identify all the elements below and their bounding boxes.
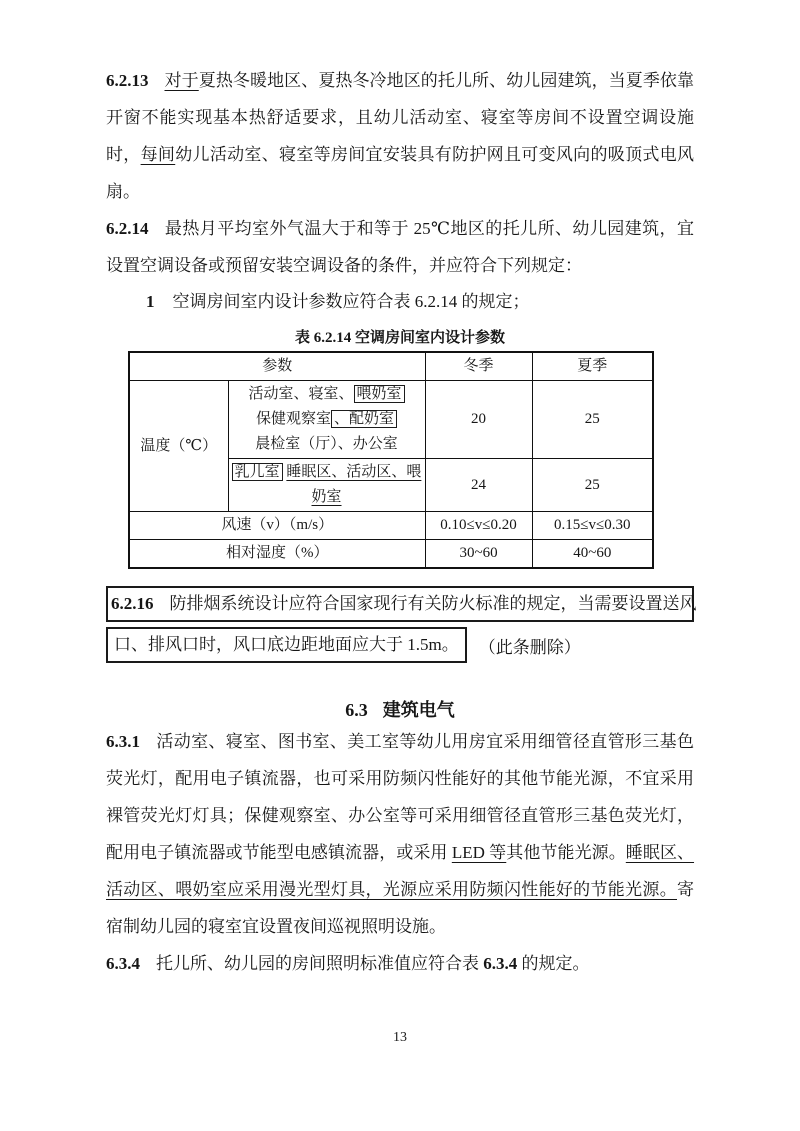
table-row <box>129 381 653 459</box>
winter-value-cell: 20 <box>425 381 532 459</box>
rooms-cell <box>228 381 425 459</box>
header-param: 参数 <box>129 352 425 381</box>
clause-text <box>106 71 694 201</box>
deleted-text-line2: 口、排风口时，风口底边距地面应大于 1.5m。 <box>106 627 467 663</box>
summer-value-cell: 40~60 <box>532 540 653 569</box>
summer-value-cell: 0.15≤v≤0.30 <box>532 512 653 540</box>
deleted-text: 防排烟系统设计应符合国家现行有关防火标准的规定，当需要设置送风 <box>169 594 697 613</box>
paragraph-6-3-4 <box>106 945 694 982</box>
text-segment: 其他节能光源。 <box>506 843 626 862</box>
clause-number: 6.3.1 <box>106 732 140 751</box>
text-segment: 夏热冬暖地区、夏热冬冷地区的托儿所、幼儿园建筑，当夏季依靠开窗不能实现基本热舒适要求，且幼儿活动室、寝室等房间不设置空调设施时， <box>106 71 695 164</box>
item-number: 1 <box>146 292 155 311</box>
clause-number: 6.2.14 <box>106 219 149 238</box>
text-segment: 的规定。 <box>517 954 590 973</box>
winter-value-cell: 30~60 <box>425 540 532 569</box>
text-segment: 、配奶室 <box>331 410 397 428</box>
text-segment: 托儿所、幼儿园的房间照明标准值应符合表 <box>156 954 484 973</box>
summer-value-cell: 25 <box>532 459 653 512</box>
wind-label-cell: 风速（v）（m/s） <box>129 512 425 540</box>
page-number: 13 <box>393 1030 407 1045</box>
text-segment: LED 等 <box>451 843 507 862</box>
table-title: 表 6.2.14 空调房间室内设计参数 <box>294 330 505 346</box>
winter-value-cell: 24 <box>425 459 532 512</box>
clause-number: 6.3.4 <box>106 954 140 973</box>
text-segment: 睡眠区、活动区、喂奶室应采用漫光型灯具，光源应采用防频闪性能好的节能光源。 <box>106 843 695 899</box>
summer-value-cell: 25 <box>532 381 653 459</box>
table-header-row <box>129 352 653 381</box>
text-segment: 乳儿室 <box>232 463 283 481</box>
text-segment: 最热月平均室外气温大于和等于 25℃地区的托儿所、幼儿园建筑，宜设置空调设备或预留安装空调设备的条件，并应符合下列规定： <box>106 219 694 275</box>
table-row <box>129 540 653 569</box>
text-segment: 活动室、寝室、 <box>248 386 354 402</box>
section-heading-6-3 <box>106 697 694 723</box>
header-summer: 夏季 <box>532 352 653 381</box>
text-segment: 每间 <box>140 145 176 164</box>
text-segment: 空调房间室内设计参数应符合表 6.2.14 的规定； <box>172 292 530 311</box>
rooms-cell <box>228 459 425 512</box>
item-text <box>173 292 530 311</box>
table-row <box>129 512 653 540</box>
paragraph-6-2-14 <box>106 210 694 284</box>
text-segment: 寄宿制幼儿园的寝室宜设置夜间巡视照明设施。 <box>106 880 694 936</box>
paragraph-6-3-1 <box>106 723 694 945</box>
clause-text <box>106 219 694 275</box>
temp-label-cell: 温度（℃） <box>129 381 228 512</box>
page-content <box>106 62 697 982</box>
text-segment: 喂奶室 <box>354 385 405 403</box>
clause-number: 6.2.16 <box>111 594 154 613</box>
clause-text <box>106 732 694 936</box>
paragraph-6-2-16-deleted <box>106 586 697 663</box>
text-segment: 6.3.4 <box>483 954 518 973</box>
header-winter: 冬季 <box>425 352 532 381</box>
text-segment: 保健观察室 <box>255 411 331 427</box>
text-segment: 活动室、寝室、图书室、美工室等幼儿用房宜采用细管径直管形三基色荧光灯，配用电子镇流器，也可采用防频闪性能好的其他节能光源，不宜采用裸管荧光灯灯具；保健观察室、办公室等可采用细管径直管形三基色荧光灯，配用电子镇流器或节能型电感镇流器，或采用 <box>106 732 694 862</box>
winter-value-cell: 0.10≤v≤0.20 <box>425 512 532 540</box>
paragraph-6-2-13 <box>106 62 694 210</box>
text-segment: 睡眠区、活动区、喂奶室 <box>286 464 422 505</box>
text-segment: 幼儿活动室、寝室等房间宜安装具有防护网且可变风向的吸顶式电风扇。 <box>106 145 695 201</box>
design-parameters-table <box>128 351 654 569</box>
deletion-note: （此条删除） <box>478 637 581 657</box>
humidity-label-cell: 相对湿度（%） <box>129 540 425 569</box>
clause-text <box>156 954 590 973</box>
deleted-text-line1 <box>106 586 697 622</box>
text-segment: 对于 <box>164 71 199 90</box>
deleted-text-row2 <box>106 627 694 663</box>
section-title: 建筑电气 <box>382 700 455 720</box>
text-segment: 晨检室（厅）、办公室 <box>255 436 398 452</box>
clause-number: 6.2.13 <box>106 71 149 90</box>
list-item-1 <box>106 284 694 319</box>
section-number: 6.3 <box>345 700 368 720</box>
